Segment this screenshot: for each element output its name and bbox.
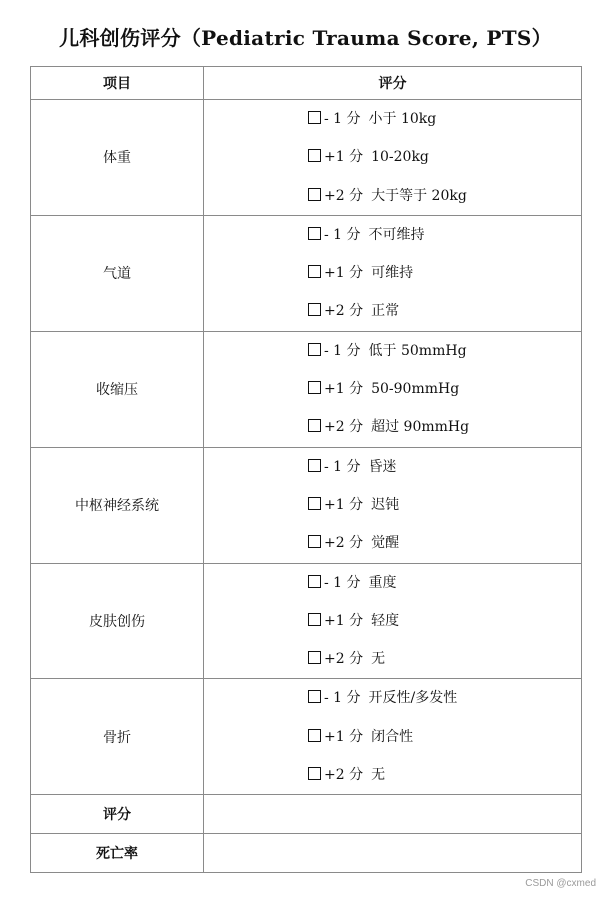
option-line[interactable] — [204, 370, 581, 408]
option-score: +1 分 — [324, 265, 364, 282]
row-options — [204, 331, 582, 447]
option-line[interactable] — [204, 640, 581, 678]
checkbox-icon[interactable] — [308, 149, 321, 162]
option-desc: 正常 — [371, 303, 400, 320]
checkbox-icon[interactable] — [308, 111, 321, 124]
checkbox-icon[interactable] — [308, 729, 321, 742]
option-score: +1 分 — [324, 496, 364, 513]
option-line[interactable] — [204, 564, 581, 602]
option-desc: 小于 10kg — [368, 111, 437, 127]
option-line[interactable] — [204, 254, 581, 292]
option-score: - 1 分 — [324, 690, 361, 707]
option-line[interactable] — [204, 100, 581, 138]
option-line[interactable] — [204, 216, 581, 254]
row-item-label: 皮肤创伤 — [31, 563, 204, 679]
mortality-row — [31, 834, 582, 873]
checkbox-icon[interactable] — [308, 303, 321, 316]
option-desc: 50-90mmHg — [371, 381, 460, 398]
option-desc: 觉醒 — [371, 535, 400, 552]
option-score: - 1 分 — [324, 458, 361, 475]
option-desc: 迟钝 — [371, 496, 400, 513]
checkbox-icon[interactable] — [308, 419, 321, 432]
checkbox-icon[interactable] — [308, 575, 321, 588]
option-line[interactable] — [204, 524, 581, 562]
option-score: - 1 分 — [324, 342, 361, 359]
option-desc: 不可维持 — [368, 226, 425, 243]
checkbox-icon[interactable] — [308, 343, 321, 356]
checkbox-icon[interactable] — [308, 651, 321, 664]
option-desc: 无 — [371, 651, 386, 668]
option-score: - 1 分 — [324, 226, 361, 243]
checkbox-icon[interactable] — [308, 535, 321, 548]
checkbox-icon[interactable] — [308, 613, 321, 626]
table-row — [31, 331, 582, 447]
table-row — [31, 447, 582, 563]
option-desc: 昏迷 — [368, 458, 397, 475]
option-score: +2 分 — [324, 767, 364, 784]
table-row — [31, 100, 582, 216]
option-desc: 闭合性 — [371, 728, 414, 745]
option-desc: 低于 50mmHg — [368, 342, 467, 359]
option-line[interactable] — [204, 602, 581, 640]
header-item: 项目 — [31, 67, 204, 100]
option-desc: 10-20kg — [371, 149, 429, 166]
checkbox-icon[interactable] — [308, 381, 321, 394]
option-desc: 重度 — [368, 574, 397, 591]
total-score-row — [31, 795, 582, 834]
option-score: +2 分 — [324, 303, 364, 320]
checkbox-icon[interactable] — [308, 767, 321, 780]
row-item-label: 骨折 — [31, 679, 204, 795]
row-options — [204, 100, 582, 216]
option-line[interactable] — [204, 718, 581, 756]
table-header-row — [31, 67, 582, 100]
option-line[interactable] — [204, 756, 581, 794]
option-desc: 无 — [371, 767, 386, 784]
option-score: - 1 分 — [324, 574, 361, 591]
row-options — [204, 563, 582, 679]
checkbox-icon[interactable] — [308, 188, 321, 201]
option-line[interactable] — [204, 408, 581, 446]
pts-table — [30, 66, 582, 873]
option-desc: 轻度 — [371, 612, 400, 629]
header-score: 评分 — [204, 67, 582, 100]
row-options — [204, 679, 582, 795]
option-desc: 可维持 — [371, 265, 414, 282]
row-item-label: 收缩压 — [31, 331, 204, 447]
row-item-label: 气道 — [31, 215, 204, 331]
row-options — [204, 447, 582, 563]
option-line[interactable] — [204, 448, 581, 486]
option-score: +1 分 — [324, 612, 364, 629]
checkbox-icon[interactable] — [308, 459, 321, 472]
row-item-label: 体重 — [31, 100, 204, 216]
option-line[interactable] — [204, 332, 581, 370]
checkbox-icon[interactable] — [308, 497, 321, 510]
option-line[interactable] — [204, 679, 581, 717]
option-desc: 大于等于 20kg — [371, 187, 467, 204]
total-score-label: 评分 — [31, 795, 204, 834]
table-row — [31, 679, 582, 795]
option-score: +2 分 — [324, 535, 364, 552]
watermark: CSDN @cxmed — [525, 878, 596, 889]
row-options — [204, 215, 582, 331]
row-item-label: 中枢神经系统 — [31, 447, 204, 563]
page-title: 儿科创伤评分（Pediatric Trauma Score, PTS） — [59, 26, 552, 50]
option-score: +1 分 — [324, 149, 364, 166]
option-score: +2 分 — [324, 651, 364, 668]
checkbox-icon[interactable] — [308, 227, 321, 240]
option-score: +1 分 — [324, 381, 364, 398]
option-score: +2 分 — [324, 419, 364, 436]
mortality-value[interactable] — [204, 834, 582, 873]
option-score: +2 分 — [324, 187, 364, 204]
option-line[interactable] — [204, 292, 581, 330]
total-score-value[interactable] — [204, 795, 582, 834]
table-row — [31, 215, 582, 331]
option-score: - 1 分 — [324, 111, 361, 127]
option-line[interactable] — [204, 138, 581, 176]
mortality-label: 死亡率 — [31, 834, 204, 873]
option-desc: 超过 90mmHg — [371, 419, 470, 436]
option-line[interactable] — [204, 177, 581, 215]
option-score: +1 分 — [324, 728, 364, 745]
option-desc: 开反性/多发性 — [368, 690, 458, 707]
option-line[interactable] — [204, 486, 581, 524]
checkbox-icon[interactable] — [308, 265, 321, 278]
table-row — [31, 563, 582, 679]
checkbox-icon[interactable] — [308, 690, 321, 703]
